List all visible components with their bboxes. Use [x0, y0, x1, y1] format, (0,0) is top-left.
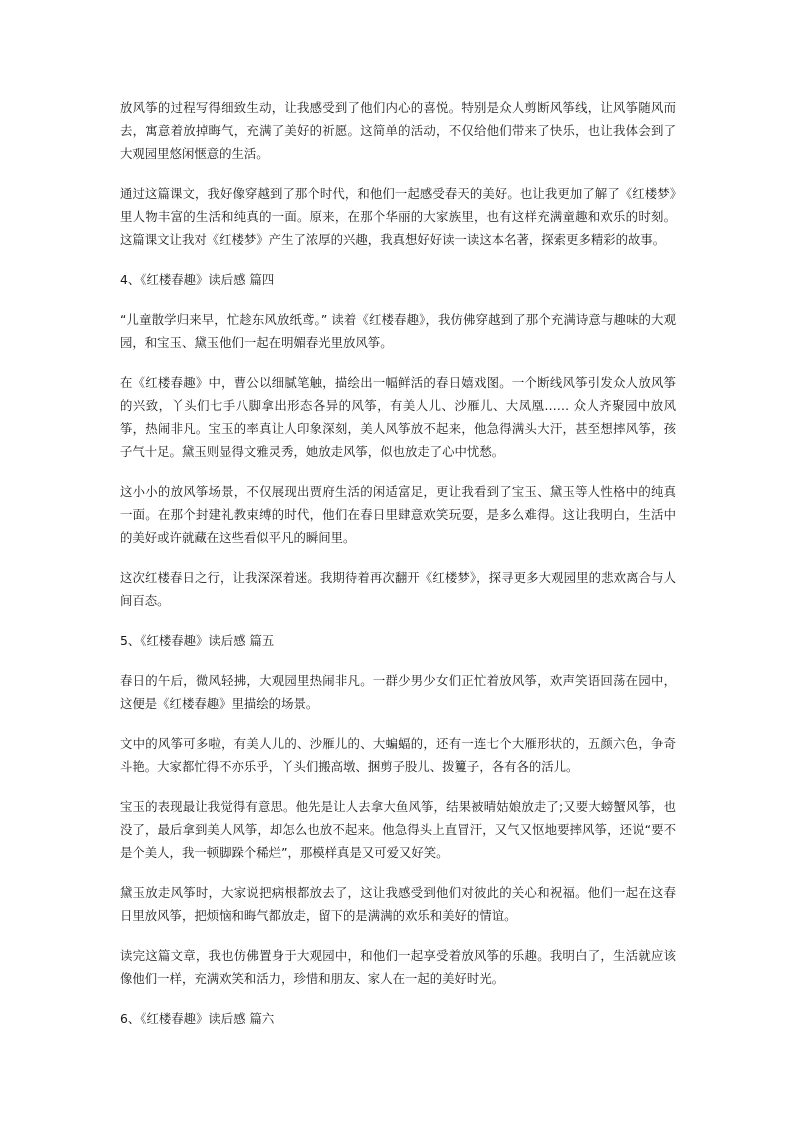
paragraph-5-5: 读完这篇文章，我也仿佛置身于大观园中，和他们一起享受着放风筝的乐趣。我明白了，生活就应该像他们一样，充满欢笑和活力，珍惜和朋友、家人在一起的美好时光。: [120, 948, 676, 986]
paragraph-4-1: “儿童散学归来早，忙趁东风放纸鸢。” 读着《红楼春趣》，我仿佛穿越到了那个充满诗意与趣味的大观园，和宝玉、黛玉他们一起在明媚春光里放风筝。: [120, 312, 676, 350]
paragraph-5-1: 春日的午后，微风轻拂，大观园里热闹非凡。一群少男少女们正忙着放风筝，欢声笑语回荡在园中，这便是《红楼春趣》里描绘的场景。: [120, 673, 676, 711]
paragraph-intro-2: 通过这篇课文，我好像穿越到了那个时代，和他们一起感受春天的美好。也让我更加了解了《红楼梦》里人物丰富的生活和纯真的一面。原来，在那个华丽的大家族里，也有这样充满童趣和欢乐的时刻。这篇课文让我对《红楼梦》产生了浓厚的兴趣，我真想好好读一读这本名著，探索更多精彩的故事。: [120, 186, 676, 247]
section-heading-5: 5、《红楼春趣》读后感 篇五: [120, 633, 275, 648]
paragraph-4-4: 这次红楼春日之行，让我深深着迷。我期待着再次翻开《红楼梦》，探寻更多大观园里的悲欢离合与人间百态。: [120, 570, 676, 608]
paragraph-5-2: 文中的风筝可多啦，有美人儿的、沙雁儿的、大蝙蝠的，还有一连七个大雁形状的，五颜六色，争奇斗艳。大家都忙得不亦乐乎，丫头们搬高墩、捆剪子股儿、拨籰子，各有各的活儿。: [120, 736, 676, 774]
paragraph-5-4: 黛玉放走风筝时，大家说把病根都放去了，这让我感受到他们对彼此的关心和祝福。他们一起在这春日里放风筝，把烦恼和晦气都放走，留下的是满满的欢乐和美好的情谊。: [120, 885, 676, 923]
paragraph-intro-1: 放风筝的过程写得细致生动，让我感受到了他们内心的喜悦。特别是众人剪断风筝线，让风筝随风而去，寓意着放掉晦气，充满了美好的祈愿。这简单的活动，不仅给他们带来了快乐，也让我体会到了大观园里悠闲惬意的生活。: [120, 100, 676, 161]
document-page: [120, 96, 676, 1047]
section-heading-6: 6、《红楼春趣》读后感 篇六: [120, 1011, 275, 1026]
section-heading-4: 4、《红楼春趣》读后感 篇四: [120, 272, 275, 287]
paragraph-5-3: 宝玉的表现最让我觉得有意思。他先是让人去拿大鱼风筝，结果被晴姑娘放走了;又要大螃蟹风筝，也没了，最后拿到美人风筝，却怎么也放不起来。他急得头上直冒汗，又气又怄地要摔风筝，还说“要不是个美人，我一顿脚跺个稀烂”，那模样真是又可爱又好笑。: [120, 799, 676, 860]
paragraph-4-2: 在《红楼春趣》中，曹公以细腻笔触，描绘出一幅鲜活的春日嬉戏图。一个断线风筝引发众人放风筝的兴致，丫头们七手八脚拿出形态各异的风筝，有美人儿、沙雁儿、大凤凰…… 众人齐聚园中放风筝，热闹非凡。宝玉的率真让人印象深刻，美人风筝放不起来，他急得满头大汗，甚至想摔风筝，孩子气十足。黛玉则显得文雅灵秀，她放走风筝，似也放走了心中忧愁。: [120, 375, 676, 459]
paragraph-4-3: 这小小的放风筝场景，不仅展现出贾府生活的闲适富足，更让我看到了宝玉、黛玉等人性格中的纯真一面。在那个封建礼教束缚的时代，他们在春日里肆意欢笑玩耍，是多么难得。这让我明白，生活中的美好或许就藏在这些看似平凡的瞬间里。: [120, 484, 676, 545]
